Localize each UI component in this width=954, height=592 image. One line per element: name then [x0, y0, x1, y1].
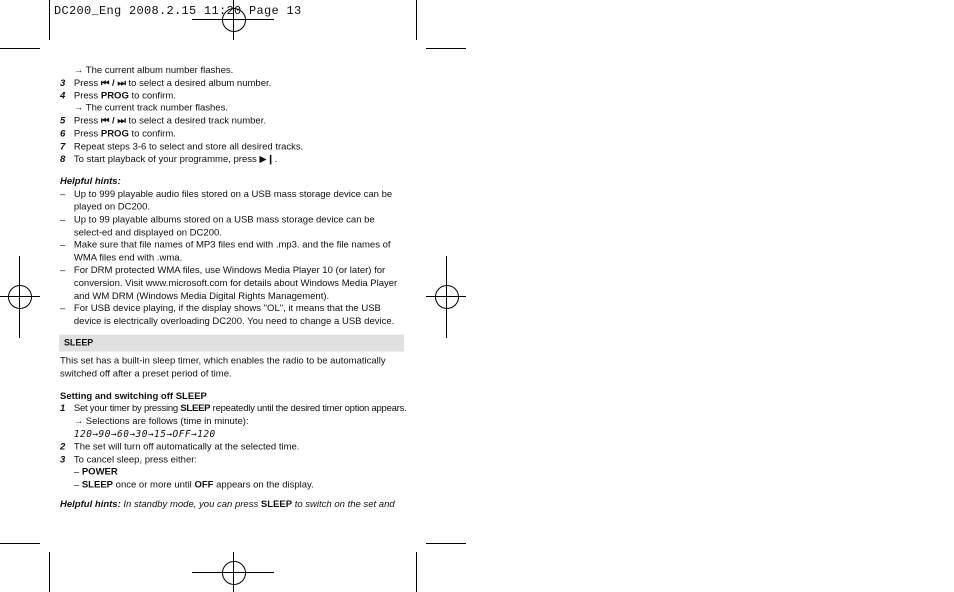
prev-next-icon: ⏮ / ⏭	[100, 77, 126, 89]
hints-title: Helpful hints:	[60, 176, 121, 188]
sleep-subheading: Setting and switching off SLEEP	[60, 390, 207, 402]
helpful-hints	[60, 176, 403, 328]
manual-page-content	[60, 65, 407, 512]
cancel-option-sleep: – SLEEP once or more until OFF appears on the display.	[73, 479, 314, 491]
sleep-step-1-sub: → Selections are follows (time in minute):	[73, 416, 249, 427]
hint-item: – Make sure that file names of MP3 files end with .mp3. and the file names of WMA files end with .wma.	[60, 239, 391, 264]
print-header: DC200_Eng 2008.2.15 11:20 Page 13	[54, 4, 302, 18]
step-6: 6 Press PROG to confirm.	[60, 128, 176, 140]
step-4: 4 Press PROG to confirm.	[60, 90, 176, 102]
programme-steps	[60, 65, 403, 166]
cancel-option-power: – POWER	[73, 466, 118, 478]
sleep-step-2: 2 The set will turn off automatically at the selected time.	[60, 441, 300, 453]
sleep-step-3: 3 To cancel sleep, press either:	[60, 454, 198, 466]
step-3: 3 Press ⏮ / ⏭ to select a desired album number.	[60, 77, 272, 89]
sleep-step-1: 1 Set your timer by pressing SLEEP repeatedly until the desired timer option appears.	[60, 403, 407, 415]
hint-item: – Up to 999 playable audio files stored on a USB mass storage device can be played on DC200.	[60, 189, 393, 213]
prev-next-icon: ⏮ / ⏭	[100, 115, 126, 127]
hint-item: – Up to 99 playable albums stored on a USB mass storage device can be select-ed and displayed on DC200.	[60, 214, 375, 239]
sleep-hint: Helpful hints: In standby mode, you can press SLEEP to switch on the set and	[60, 499, 395, 511]
step-8: 8 To start playback of your programme, press ▶❙.	[60, 153, 278, 165]
timer-selections: 120→90→60→30→15→OFF→120	[73, 428, 216, 440]
step-5: 5 Press ⏮ / ⏭ to select a desired track number.	[60, 115, 266, 127]
hint-item: – For DRM protected WMA files, use Windows Media Player 10 (or later) for conversion. Visit www.microsoft.com for details about Windows Media Player and WM DRM (Windows Media Digital Rights Management).	[60, 265, 398, 302]
hint-item: – For USB device playing, if the display shows "OL", it means that the USB device is electrically overloading DC200. You need to change a USB device.	[60, 303, 395, 327]
step-sub: → The current album number flashes.	[73, 65, 234, 76]
sleep-intro: This set has a built-in sleep timer, which enables the radio to be automatically switched off after a preset period of time.	[60, 355, 386, 380]
sleep-heading: SLEEP	[59, 335, 404, 352]
play-pause-icon: ▶❙	[259, 153, 275, 165]
step-7: 7 Repeat steps 3-6 to select and store all desired tracks.	[60, 141, 304, 153]
step-sub: → The current track number flashes.	[73, 103, 228, 114]
